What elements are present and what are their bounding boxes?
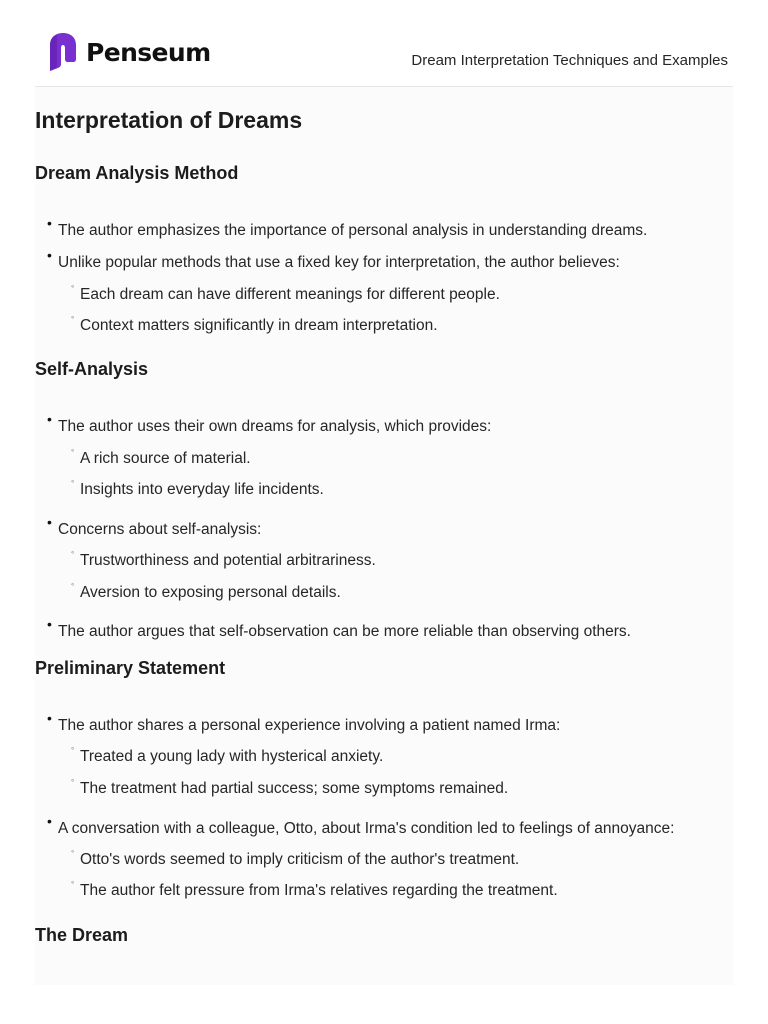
sub-list-item	[71, 476, 324, 499]
sub-bullet-marker: ◦	[71, 281, 75, 291]
section-heading: Dream Analysis Method	[35, 163, 239, 183]
list-item-text: Concerns about self-analysis:	[58, 521, 262, 538]
list-item	[47, 247, 620, 272]
sub-list-item-text: The author felt pressure from Irma's relatives regarding the treatment.	[80, 882, 558, 899]
sub-bullet-marker: ◦	[71, 547, 75, 557]
sub-list-item	[71, 775, 509, 798]
sub-list-item-text: Otto's words seemed to imply criticism of the author's treatment.	[80, 851, 520, 868]
list-item	[47, 514, 262, 539]
sub-list-item-text: Context matters significantly in dream interpretation.	[80, 317, 438, 334]
sub-list-item	[71, 579, 341, 602]
sub-bullet-marker: ◦	[71, 476, 75, 486]
document-title: Dream Interpretation Techniques and Examples	[411, 52, 728, 69]
bullet-marker: •	[47, 616, 52, 632]
sub-list-item-text: A rich source of material.	[80, 450, 251, 467]
sub-list-item	[71, 743, 384, 766]
list-item-text: Unlike popular methods that use a fixed key for interpretation, the author believes:	[58, 254, 620, 271]
sub-bullet-marker: ◦	[71, 743, 75, 753]
list-item-text: The author emphasizes the importance of personal analysis in understanding dreams.	[58, 222, 648, 239]
document-content	[35, 87, 733, 985]
bullet-marker: •	[47, 813, 52, 829]
sub-bullet-marker: ◦	[71, 846, 75, 856]
sub-bullet-marker: ◦	[71, 445, 75, 455]
section-heading: Self-Analysis	[35, 359, 149, 379]
header	[35, 28, 733, 87]
section-heading: The Dream	[35, 925, 129, 945]
brand[interactable]	[48, 31, 211, 73]
sub-list-item	[71, 281, 500, 304]
list-item-text: The author shares a personal experience involving a patient named Irma:	[58, 717, 561, 734]
sub-list-item-text: Trustworthiness and potential arbitrariness.	[80, 552, 376, 569]
list-item	[47, 616, 631, 641]
sub-bullet-marker: ◦	[71, 775, 75, 785]
sub-list-item-text: Treated a young lady with hysterical anxiety.	[80, 748, 384, 765]
bullet-marker: •	[47, 710, 52, 726]
bullet-marker: •	[47, 411, 52, 427]
list-item-text: The author argues that self-observation can be more reliable than observing others.	[58, 623, 631, 640]
sub-bullet-marker: ◦	[71, 312, 75, 322]
list-item	[47, 411, 492, 436]
list-item-text: A conversation with a colleague, Otto, about Irma's condition led to feelings of annoyance:	[58, 820, 675, 837]
brand-name: Penseum	[86, 37, 211, 67]
section-heading: Preliminary Statement	[35, 658, 226, 678]
list-item	[47, 215, 648, 240]
page-title: Interpretation of Dreams	[35, 107, 303, 133]
sub-list-item	[71, 877, 558, 900]
list-item	[47, 813, 675, 838]
bullet-marker: •	[47, 247, 52, 263]
bullet-marker: •	[47, 215, 52, 231]
sub-list-item	[71, 312, 438, 335]
sub-bullet-marker: ◦	[71, 877, 75, 887]
sub-bullet-marker: ◦	[71, 579, 75, 589]
sub-list-item	[71, 445, 251, 468]
sub-list-item	[71, 846, 520, 869]
list-item-text: The author uses their own dreams for analysis, which provides:	[58, 418, 492, 435]
bullet-marker: •	[47, 514, 52, 530]
sub-list-item-text: Insights into everyday life incidents.	[80, 481, 324, 498]
sub-list-item-text: The treatment had partial success; some symptoms remained.	[80, 780, 509, 797]
sub-list-item-text: Aversion to exposing personal details.	[80, 584, 341, 601]
sub-list-item	[71, 547, 376, 570]
penseum-logo-icon	[48, 31, 78, 73]
sub-list-item-text: Each dream can have different meanings for different people.	[80, 286, 500, 303]
list-item	[47, 710, 561, 735]
